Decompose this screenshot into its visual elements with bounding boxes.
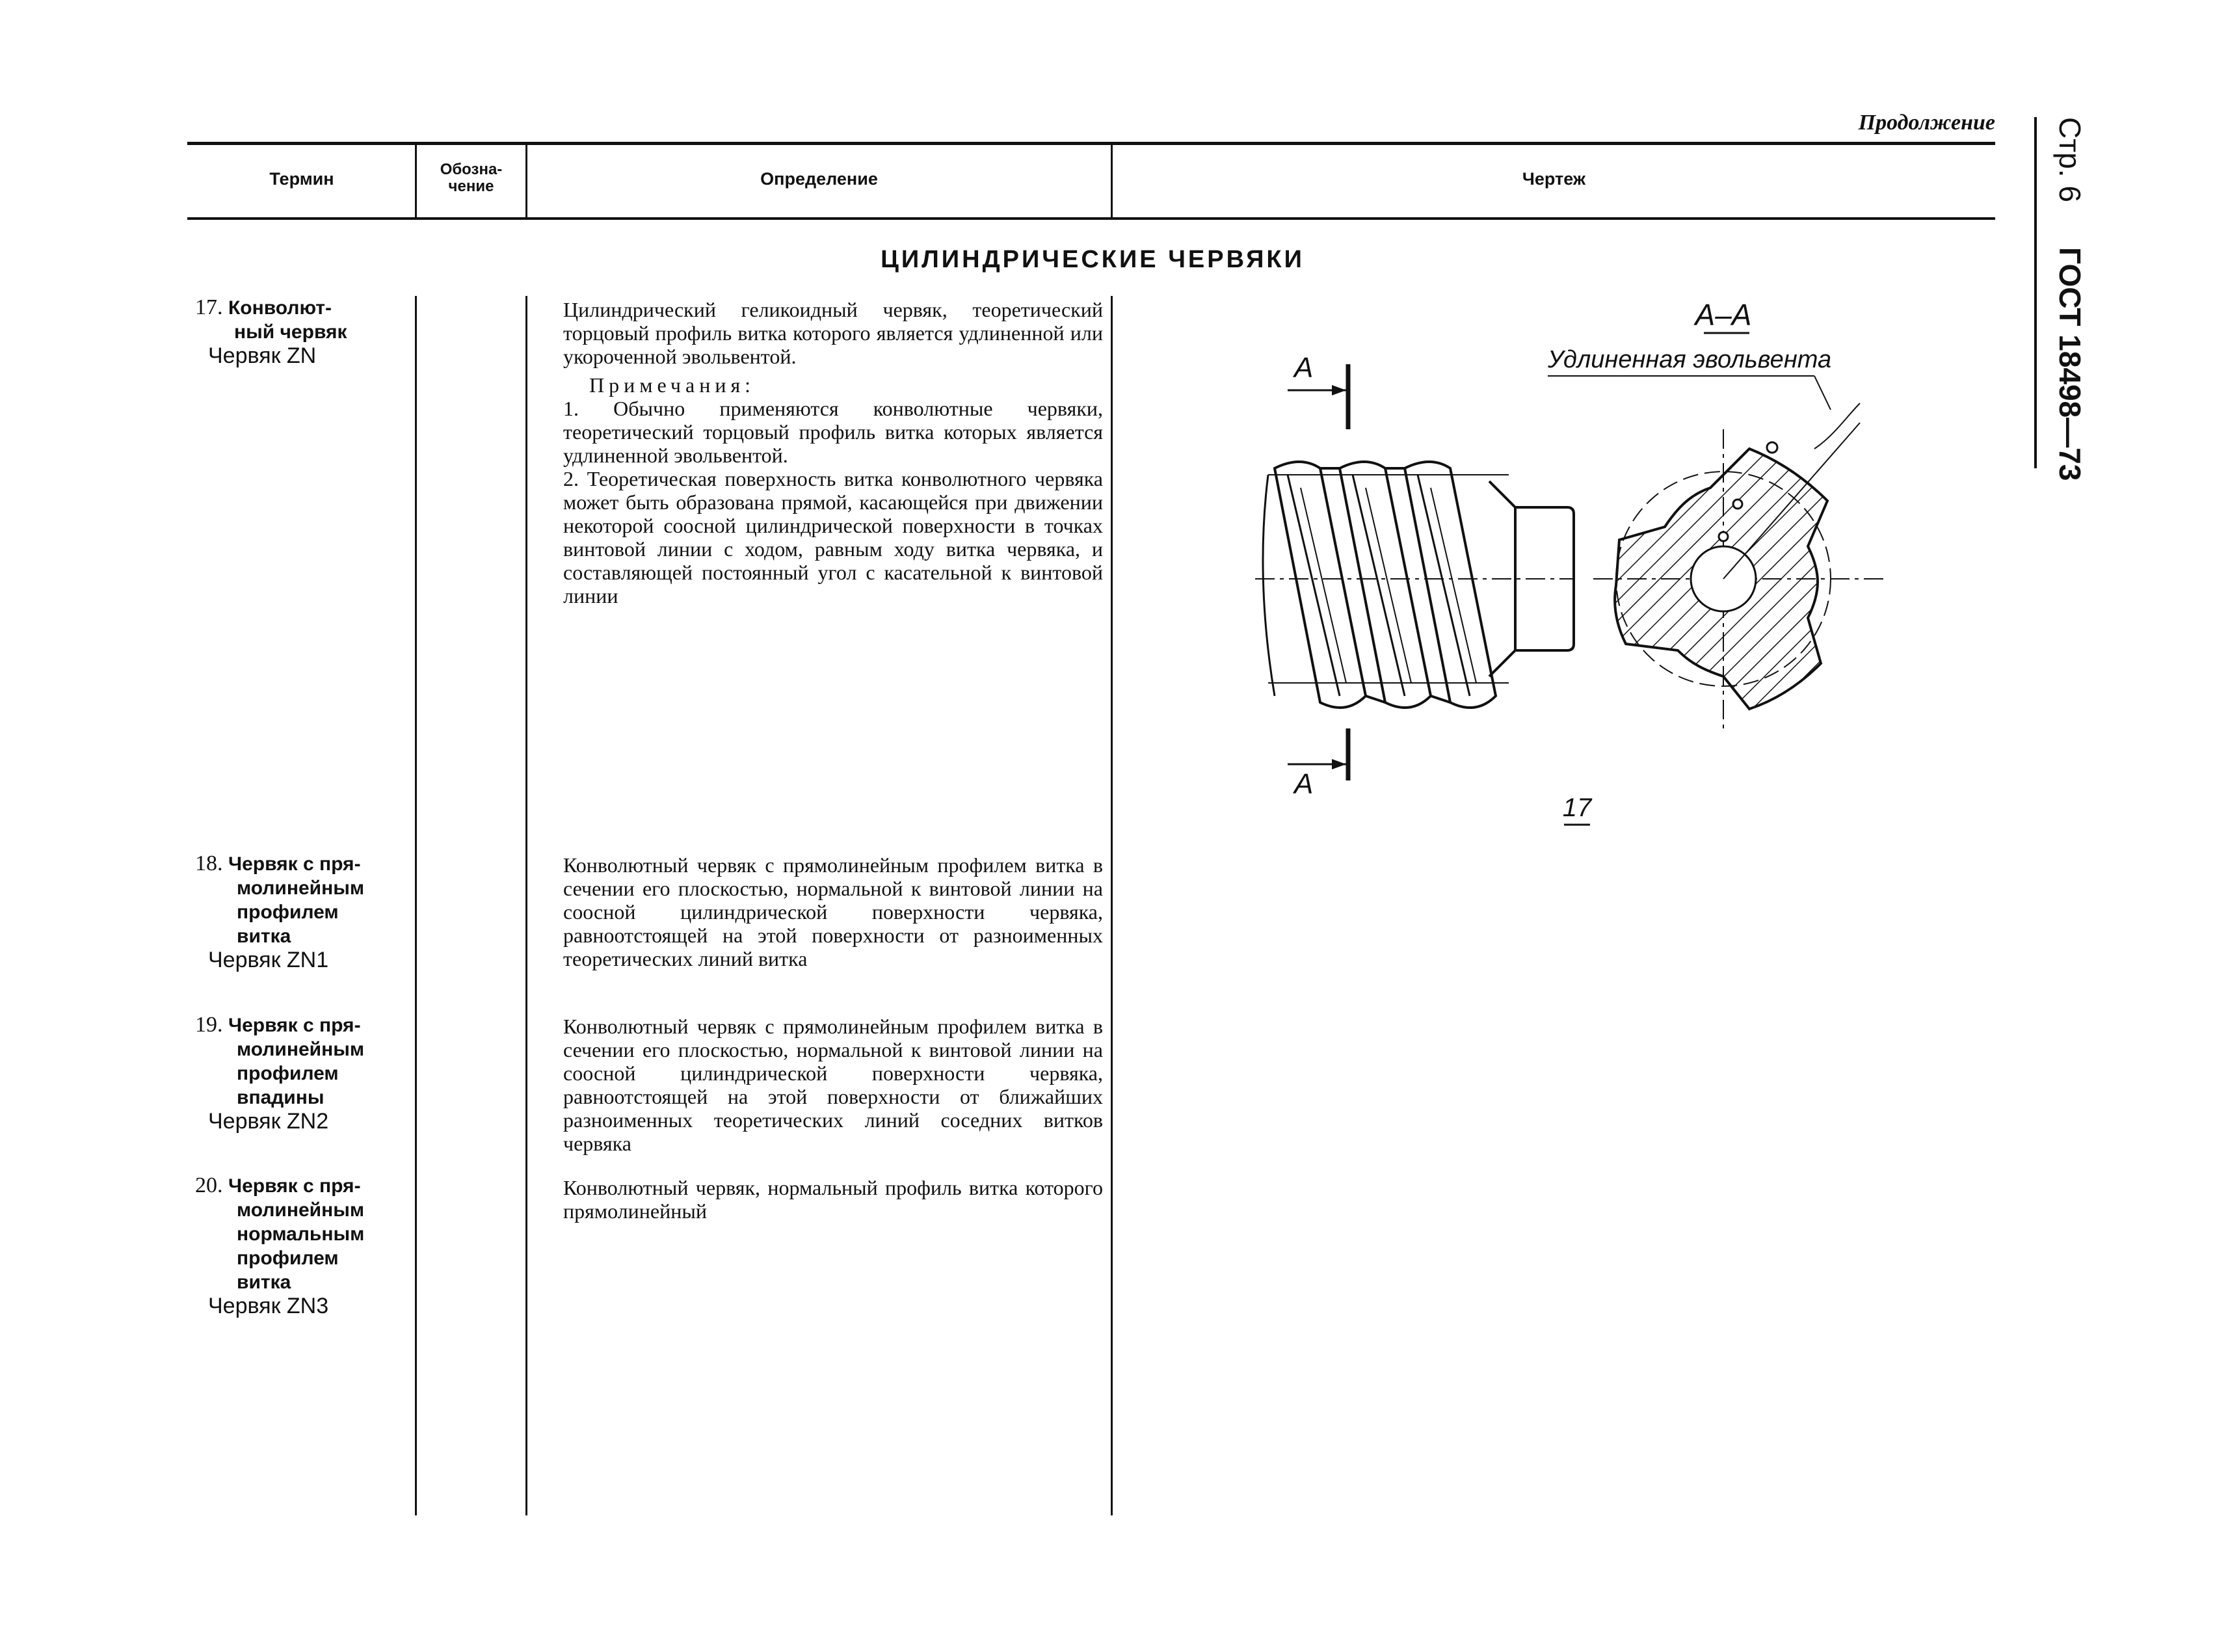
term-19-line1: Червяк с пря-	[228, 1015, 361, 1036]
body-divider-3	[1111, 296, 1113, 1515]
continuation-label: Продолжение	[1858, 111, 1995, 135]
worm-cross-section	[1593, 403, 1886, 728]
note-17-2: 2. Теоретическая поверхность витка конволютного червяка может быть образована прямой, касающейся при движении некоторой соосной цилиндрической поверхности в точках винтовой линии с ходом, равным ходу витка червяка, и составляющей постоянный угол с касательной к винтовой линии	[563, 467, 1103, 607]
notes-17-title: Примечания:	[589, 373, 756, 397]
term-17	[195, 296, 410, 367]
curve-label: Удлиненная эвольвента	[1548, 346, 1832, 373]
body-divider-2	[525, 296, 527, 1515]
standard-number: ГОСТ 18498—73	[2053, 247, 2087, 481]
header-definition: Определение	[760, 169, 878, 189]
header-top-rule	[187, 142, 1995, 145]
term-17-line2: ный червяк	[234, 321, 347, 343]
term-18	[195, 852, 410, 972]
header-bottom-rule	[187, 217, 1995, 220]
curve-leader	[1814, 376, 1831, 410]
term-18-line1: Червяк с пря-	[228, 853, 361, 875]
body-divider-1	[415, 296, 417, 1515]
header-designation-line1: Обозна-	[440, 161, 503, 178]
term-17-number: 17.	[195, 295, 223, 319]
term-18-line4: витка	[237, 926, 291, 947]
side-rule	[2034, 117, 2037, 468]
term-18-line3: профилем	[237, 901, 339, 923]
section-title: ЦИЛИНДРИЧЕСКИЕ ЧЕРВЯКИ	[881, 246, 1305, 273]
term-20-line3: нормальным	[237, 1223, 365, 1245]
term-20-number: 20.	[195, 1173, 223, 1197]
page-number: Стр. 6	[2053, 117, 2087, 203]
term-20-code: Червяк ZN3	[208, 1294, 329, 1318]
figure-17	[1210, 280, 1899, 898]
definition-17-text: Цилиндрический геликоидный червяк, теоретический торцовый профиль витка которого является удлиненной или укороченной эвольвентой.	[563, 298, 1103, 368]
term-18-number: 18.	[195, 851, 223, 875]
definition-18: Конволютный червяк с прямолинейным профилем витка в сечении его плоскостью, нормальной к винтовой линии на соосной цилиндрической поверхности червяка, равноотстоящей на этой поверхности от разноименных теоретических линий витка	[563, 853, 1103, 970]
term-20-line4: профилем	[237, 1247, 339, 1269]
term-19-code: Червяк ZN2	[208, 1109, 329, 1134]
cut-arrowhead-bottom	[1332, 759, 1346, 769]
term-18-line2: молинейным	[237, 877, 365, 899]
definition-19: Конволютный червяк с прямолинейным профилем витка в сечении его плоскостью, нормальной к винтовой линии на соосной цилиндрической поверхности червяка, равноотстоящей на этой поверхности от ближайших разноименных теоретических линий соседних витков червяка	[563, 1015, 1103, 1155]
cut-label-bottom: А	[1294, 768, 1314, 800]
term-19-number: 19.	[195, 1013, 223, 1037]
term-20-line2: молинейным	[237, 1199, 365, 1221]
worm-side-view	[1255, 462, 1574, 708]
header-designation-line2: чение	[448, 178, 494, 195]
term-19-line4: впадины	[237, 1087, 325, 1108]
header-term: Термин	[269, 169, 334, 189]
section-label: А–А	[1695, 298, 1752, 332]
term-19-line2: молинейным	[237, 1039, 365, 1060]
term-20	[195, 1174, 410, 1318]
header-designation	[417, 161, 525, 195]
note-17-1: 1. Обычно применяются конволютные червяки, теоретический торцовый профиль витка которых является удлиненной эвольвентой.	[563, 397, 1103, 467]
cut-arrowhead-top	[1332, 385, 1346, 395]
definition-17	[563, 298, 1103, 607]
term-17-code: Червяк ZN	[208, 343, 317, 368]
term-18-code: Червяк ZN1	[208, 948, 329, 972]
worm-drawing	[1210, 280, 1899, 898]
figure-number: 17	[1562, 793, 1592, 822]
term-20-line1: Червяк с пря-	[228, 1175, 361, 1197]
term-19-line3: профилем	[237, 1063, 339, 1084]
side-header	[2036, 117, 2088, 481]
term-19	[195, 1013, 410, 1133]
term-20-line5: витка	[237, 1272, 291, 1293]
term-17-line1: Конволют-	[228, 297, 332, 319]
header-drawing: Чертеж	[1522, 169, 1586, 189]
cut-label-top: А	[1294, 352, 1314, 384]
definition-20: Конволютный червяк, нормальный профиль витка которого прямолинейный	[563, 1176, 1103, 1223]
